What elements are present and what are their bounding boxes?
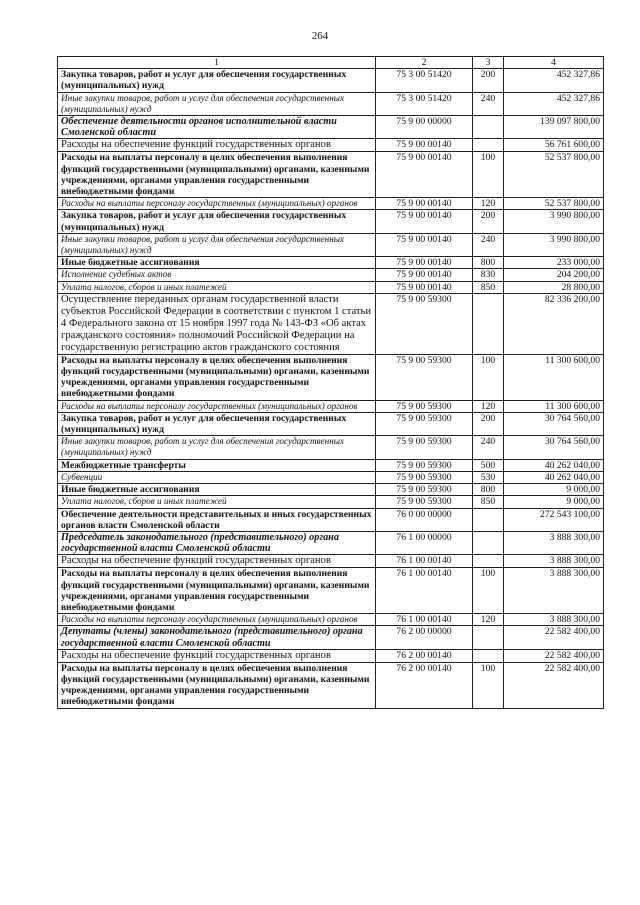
table-row <box>58 354 604 400</box>
row-amount: 11 300 600,00 <box>504 354 604 400</box>
row-kvr: 200 <box>473 69 504 92</box>
row-kvr <box>473 508 504 531</box>
row-code: 75 9 00 59300 <box>376 436 473 459</box>
row-code: 76 0 00 00000 <box>376 508 473 531</box>
row-name: Закупка товаров, работ и услуг для обеспечения государственных (муниципальных) нужд <box>58 210 376 233</box>
row-amount: 9 000,00 <box>504 496 604 508</box>
row-name: Расходы на обеспечение функций государственных органов <box>58 649 376 662</box>
row-kvr: 530 <box>473 471 504 483</box>
row-amount: 452 327,86 <box>504 69 604 92</box>
row-code: 76 1 00 00140 <box>376 614 473 626</box>
row-amount: 3 888 300,00 <box>504 531 604 554</box>
row-name: Межбюджетные трансферты <box>58 459 376 471</box>
table-row <box>58 257 604 269</box>
row-code: 75 3 00 51420 <box>376 92 473 115</box>
table-row <box>58 281 604 293</box>
row-amount: 22 582 400,00 <box>504 662 604 708</box>
row-name: Расходы на выплаты персоналу государственных (муниципальных) органов <box>58 400 376 412</box>
row-code: 75 9 00 59300 <box>376 471 473 483</box>
row-name: Субвенции <box>58 471 376 483</box>
row-amount: 3 888 300,00 <box>504 555 604 568</box>
row-amount: 233 000,00 <box>504 257 604 269</box>
row-code: 75 9 00 00140 <box>376 269 473 281</box>
row-name: Исполнение судебных актов <box>58 269 376 281</box>
row-amount: 52 537 800,00 <box>504 198 604 210</box>
row-name: Депутаты (члены) законодательного (представительного) органа государственной власти Смоленской области <box>58 626 376 649</box>
table-row <box>58 649 604 662</box>
row-amount: 452 327,86 <box>504 92 604 115</box>
table-row <box>58 400 604 412</box>
row-amount: 9 000,00 <box>504 484 604 496</box>
row-amount: 30 764 560,00 <box>504 436 604 459</box>
row-amount: 40 262 040,00 <box>504 471 604 483</box>
table-row <box>58 92 604 115</box>
table-row <box>58 662 604 708</box>
row-code: 75 9 00 00140 <box>376 139 473 152</box>
row-name: Уплата налогов, сборов и иных платежей <box>58 496 376 508</box>
row-name: Расходы на выплаты персоналу в целях обеспечения выполнения функций государственными (муниципальными) органами, казенными учреждениями, органами управления государственными внебюджетными фондами <box>58 354 376 400</box>
table-header-row <box>58 57 604 69</box>
row-kvr: 850 <box>473 496 504 508</box>
row-amount: 30 764 560,00 <box>504 412 604 435</box>
row-kvr <box>473 555 504 568</box>
row-name: Иные закупки товаров, работ и услуг для обеспечения государственных (муниципальных) нужд <box>58 233 376 256</box>
row-kvr: 100 <box>473 662 504 708</box>
row-code: 76 2 00 00140 <box>376 649 473 662</box>
row-name: Расходы на обеспечение функций государственных органов <box>58 555 376 568</box>
row-kvr: 830 <box>473 269 504 281</box>
row-name: Расходы на выплаты персоналу государственных (муниципальных) органов <box>58 614 376 626</box>
table-row <box>58 269 604 281</box>
row-kvr: 850 <box>473 281 504 293</box>
row-code: 75 3 00 51420 <box>376 69 473 92</box>
row-amount: 52 537 800,00 <box>504 152 604 198</box>
table-row <box>58 568 604 614</box>
row-amount: 3 888 300,00 <box>504 568 604 614</box>
table-row <box>58 412 604 435</box>
row-name: Расходы на выплаты персоналу в целях обеспечения выполнения функций государственными (муниципальными) органами, казенными учреждениями, органами управления государственными внебюджетными фондами <box>58 568 376 614</box>
row-code: 76 2 00 00000 <box>376 626 473 649</box>
row-name: Иные бюджетные ассигнования <box>58 257 376 269</box>
row-amount: 204 200,00 <box>504 269 604 281</box>
row-kvr: 100 <box>473 354 504 400</box>
row-name: Иные закупки товаров, работ и услуг для обеспечения государственных (муниципальных) нужд <box>58 92 376 115</box>
table-row <box>58 555 604 568</box>
table-row <box>58 626 604 649</box>
table-row <box>58 531 604 554</box>
row-kvr <box>473 531 504 554</box>
row-amount: 22 582 400,00 <box>504 626 604 649</box>
row-amount: 3 990 800,00 <box>504 210 604 233</box>
row-name: Обеспечение деятельности органов исполнительной власти Смоленской области <box>58 116 376 139</box>
table-row <box>58 484 604 496</box>
row-code: 75 9 00 00140 <box>376 152 473 198</box>
row-kvr: 240 <box>473 233 504 256</box>
row-code: 75 9 00 59300 <box>376 400 473 412</box>
row-name: Осуществление переданных органам государственной власти субъектов Российской Федерации в соответствии с пунктом 1 статьи 4 Федерального закона от 15 ноября 1997 года № 143-ФЗ «Об актах гражданского состояния» полномочий Российской Федерации на государственную регистрацию актов гражданского состояния <box>58 293 376 354</box>
row-name: Расходы на выплаты персоналу государственных (муниципальных) органов <box>58 198 376 210</box>
row-name: Расходы на выплаты персоналу в целях обеспечения выполнения функций государственными (муниципальными) органами, казенными учреждениями, органами управления государственными внебюджетными фондами <box>58 662 376 708</box>
table-row <box>58 496 604 508</box>
row-amount: 3 990 800,00 <box>504 233 604 256</box>
table-row <box>58 471 604 483</box>
row-kvr <box>473 649 504 662</box>
table-row <box>58 508 604 531</box>
row-name: Уплата налогов, сборов и иных платежей <box>58 281 376 293</box>
row-amount: 11 300 600,00 <box>504 400 604 412</box>
row-name: Обеспечение деятельности представительных и иных государственных органов власти Смоленской области <box>58 508 376 531</box>
row-kvr <box>473 626 504 649</box>
table-row <box>58 69 604 92</box>
row-code: 76 2 00 00140 <box>376 662 473 708</box>
row-code: 75 9 00 00140 <box>376 198 473 210</box>
row-code: 76 1 00 00000 <box>376 531 473 554</box>
table-row <box>58 436 604 459</box>
row-name: Расходы на выплаты персоналу в целях обеспечения выполнения функций государственными (муниципальными) органами, казенными учреждениями, органами управления государственными внебюджетными фондами <box>58 152 376 198</box>
row-name: Закупка товаров, работ и услуг для обеспечения государственных (муниципальных) нужд <box>58 69 376 92</box>
column-header-kvr: 3 <box>473 57 504 69</box>
row-kvr: 240 <box>473 92 504 115</box>
row-code: 75 9 00 00140 <box>376 233 473 256</box>
row-kvr <box>473 293 504 354</box>
row-name: Расходы на обеспечение функций государственных органов <box>58 139 376 152</box>
row-code: 76 1 00 00140 <box>376 568 473 614</box>
row-code: 75 9 00 00140 <box>376 210 473 233</box>
row-kvr: 800 <box>473 484 504 496</box>
row-code: 75 9 00 59300 <box>376 293 473 354</box>
row-code: 75 9 00 00140 <box>376 281 473 293</box>
row-kvr: 120 <box>473 198 504 210</box>
table-row <box>58 614 604 626</box>
table-row <box>58 116 604 139</box>
row-name: Иные закупки товаров, работ и услуг для обеспечения государственных (муниципальных) нужд <box>58 436 376 459</box>
row-kvr: 120 <box>473 400 504 412</box>
table-body <box>58 69 604 708</box>
row-kvr: 100 <box>473 568 504 614</box>
row-code: 75 9 00 59300 <box>376 484 473 496</box>
row-code: 75 9 00 59300 <box>376 412 473 435</box>
row-amount: 82 336 200,00 <box>504 293 604 354</box>
row-name: Председатель законодательного (представительного) органа государственной власти Смоленской области <box>58 531 376 554</box>
row-kvr: 500 <box>473 459 504 471</box>
table-row <box>58 210 604 233</box>
row-code: 75 9 00 00000 <box>376 116 473 139</box>
row-kvr: 800 <box>473 257 504 269</box>
table-row <box>58 293 604 354</box>
row-kvr: 200 <box>473 412 504 435</box>
row-amount: 28 800,00 <box>504 281 604 293</box>
column-header-code: 2 <box>376 57 473 69</box>
table-row <box>58 139 604 152</box>
row-kvr <box>473 139 504 152</box>
column-header-name: 1 <box>58 57 376 69</box>
table-row <box>58 198 604 210</box>
row-name: Закупка товаров, работ и услуг для обеспечения государственных (муниципальных) нужд <box>58 412 376 435</box>
row-kvr: 100 <box>473 152 504 198</box>
row-code: 75 9 00 59300 <box>376 496 473 508</box>
table-row <box>58 233 604 256</box>
row-code: 75 9 00 59300 <box>376 459 473 471</box>
row-code: 75 9 00 59300 <box>376 354 473 400</box>
row-kvr: 200 <box>473 210 504 233</box>
table-row <box>58 459 604 471</box>
page-number: 264 <box>311 30 329 42</box>
row-amount: 3 888 300,00 <box>504 614 604 626</box>
row-amount: 56 761 600,00 <box>504 139 604 152</box>
row-code: 75 9 00 00140 <box>376 257 473 269</box>
column-header-amount: 4 <box>504 57 604 69</box>
row-amount: 40 262 040,00 <box>504 459 604 471</box>
row-amount: 139 097 800,00 <box>504 116 604 139</box>
row-amount: 22 582 400,00 <box>504 649 604 662</box>
budget-table <box>57 56 604 709</box>
row-kvr <box>473 116 504 139</box>
row-kvr: 120 <box>473 614 504 626</box>
row-name: Иные бюджетные ассигнования <box>58 484 376 496</box>
row-code: 76 1 00 00140 <box>376 555 473 568</box>
table-row <box>58 152 604 198</box>
row-kvr: 240 <box>473 436 504 459</box>
row-amount: 272 543 100,00 <box>504 508 604 531</box>
